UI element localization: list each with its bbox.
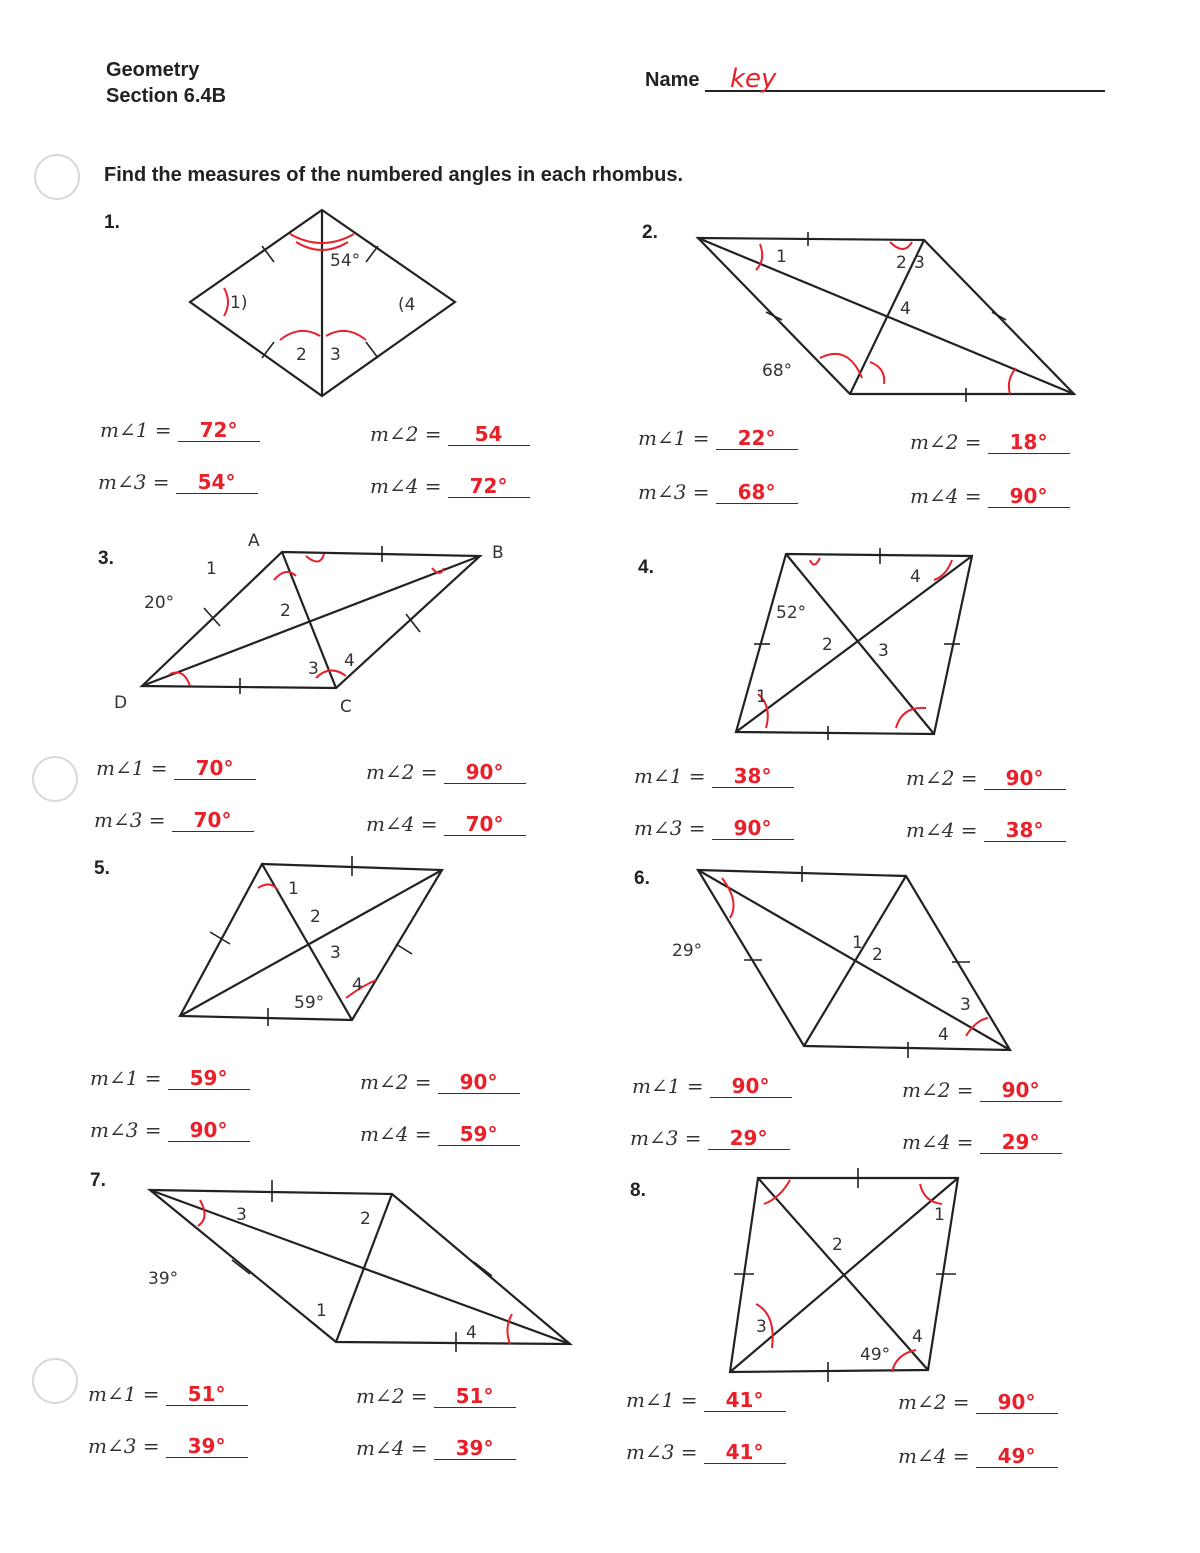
answer-input[interactable]: 59° (168, 1067, 250, 1090)
answer-p6-angle2: m∠2 = 90° (902, 1078, 1062, 1102)
answer-input[interactable]: 72° (178, 419, 260, 442)
svg-text:1: 1 (934, 1205, 945, 1225)
answer-p2-angle4: m∠4 = 90° (910, 484, 1070, 508)
rhombus-figure-4 (720, 540, 1000, 750)
answer-p1-angle4: m∠4 = 72° (370, 474, 530, 498)
instructions: Find the measures of the numbered angles in each rhombus. (104, 164, 684, 186)
rhombus-figure-7 (140, 1178, 580, 1358)
svg-text:2: 2 (822, 635, 833, 655)
given-angle-3: 20° (144, 593, 175, 613)
answer-input[interactable]: 29° (980, 1131, 1062, 1154)
name-value: key (730, 64, 777, 94)
svg-text:4: 4 (466, 1323, 477, 1343)
svg-text:2: 2 (310, 907, 321, 927)
answer-input[interactable]: 38° (984, 819, 1066, 842)
svg-text:3: 3 (308, 659, 319, 679)
answer-p1-angle2: m∠2 = 54 (370, 422, 530, 446)
svg-text:2: 2 (296, 345, 307, 365)
section-title: Section 6.4B (106, 85, 227, 107)
answer-input[interactable]: 70° (174, 757, 256, 780)
answer-p8-angle4: m∠4 = 49° (898, 1444, 1058, 1468)
answer-input[interactable]: 54° (176, 471, 258, 494)
answer-input[interactable]: 72° (448, 475, 530, 498)
answer-input[interactable]: 29° (708, 1127, 790, 1150)
answer-p6-angle1: m∠1 = 90° (632, 1074, 792, 1098)
problem-number-5: 5. (94, 858, 110, 879)
svg-text:D: D (114, 693, 128, 713)
svg-text:A: A (248, 531, 260, 551)
answer-p3-angle2: m∠2 = 90° (366, 760, 526, 784)
answer-p2-angle1: m∠1 = 22° (638, 426, 798, 450)
answer-input[interactable]: 51° (434, 1385, 516, 1408)
answer-p2-angle3: m∠3 = 68° (638, 480, 798, 504)
answer-p7-angle3: m∠3 = 39° (88, 1434, 248, 1458)
answer-p4-angle3: m∠3 = 90° (634, 816, 794, 840)
answer-input[interactable]: 90° (980, 1079, 1062, 1102)
answer-input[interactable]: 90° (984, 767, 1066, 790)
answer-input[interactable]: 54 (448, 423, 530, 446)
rhombus-figure-1 (180, 200, 470, 410)
svg-text:1: 1 (316, 1301, 327, 1321)
svg-text:1): 1) (230, 293, 248, 313)
answer-input[interactable]: 90° (168, 1119, 250, 1142)
answer-p4-angle1: m∠1 = 38° (634, 764, 794, 788)
svg-text:1: 1 (288, 879, 299, 899)
name-label: Name (645, 69, 700, 91)
rhombus-figure-2 (690, 228, 1090, 408)
svg-text:1: 1 (852, 933, 863, 953)
answer-input[interactable]: 22° (716, 427, 798, 450)
svg-text:3: 3 (236, 1205, 247, 1225)
svg-text:4: 4 (938, 1025, 949, 1045)
svg-text:2: 2 (896, 253, 907, 273)
svg-text:2: 2 (280, 601, 291, 621)
given-angle-4: 52° (776, 603, 807, 623)
binder-hole-middle (32, 756, 78, 802)
course-title: Geometry (106, 59, 200, 81)
answer-input[interactable]: 38° (712, 765, 794, 788)
svg-text:4: 4 (352, 975, 363, 995)
answer-input[interactable]: 41° (704, 1389, 786, 1412)
answer-p1-angle3: m∠3 = 54° (98, 470, 258, 494)
svg-text:1: 1 (206, 559, 217, 579)
svg-text:4: 4 (912, 1327, 923, 1347)
answer-p4-angle2: m∠2 = 90° (906, 766, 1066, 790)
answer-p8-angle3: m∠3 = 41° (626, 1440, 786, 1464)
svg-text:2: 2 (360, 1209, 371, 1229)
svg-text:B: B (492, 543, 504, 563)
answer-input[interactable]: 39° (434, 1437, 516, 1460)
answer-p7-angle2: m∠2 = 51° (356, 1384, 516, 1408)
problem-number-6: 6. (634, 868, 650, 889)
answer-input[interactable]: 90° (976, 1391, 1058, 1414)
svg-text:3: 3 (914, 253, 925, 273)
svg-text:1: 1 (776, 247, 787, 267)
answer-input[interactable]: 90° (988, 485, 1070, 508)
problem-number-2: 2. (642, 222, 658, 243)
given-angle-2: 68° (762, 361, 793, 381)
answer-input[interactable]: 51° (166, 1383, 248, 1406)
problem-number-4: 4. (638, 557, 654, 578)
answer-input[interactable]: 90° (710, 1075, 792, 1098)
answer-p4-angle4: m∠4 = 38° (906, 818, 1066, 842)
svg-text:2: 2 (872, 945, 883, 965)
answer-input[interactable]: 59° (438, 1123, 520, 1146)
svg-text:2: 2 (832, 1235, 843, 1255)
answer-input[interactable]: 18° (988, 431, 1070, 454)
answer-input[interactable]: 41° (704, 1441, 786, 1464)
answer-p6-angle3: m∠3 = 29° (630, 1126, 790, 1150)
answer-p3-angle1: m∠1 = 70° (96, 756, 256, 780)
given-angle-6: 29° (672, 941, 703, 961)
rhombus-figure-3 (100, 528, 530, 728)
binder-hole-bottom (32, 1358, 78, 1404)
given-angle-1: 54° (330, 251, 361, 271)
given-angle-5: 59° (294, 993, 325, 1013)
answer-p3-angle3: m∠3 = 70° (94, 808, 254, 832)
rhombus-figure-8 (720, 1164, 970, 1384)
svg-text:C: C (340, 697, 352, 717)
answer-p3-angle4: m∠4 = 70° (366, 812, 526, 836)
answer-p5-angle1: m∠1 = 59° (90, 1066, 250, 1090)
answer-input[interactable]: 70° (172, 809, 254, 832)
svg-text:3: 3 (960, 995, 971, 1015)
svg-text:3: 3 (756, 1317, 767, 1337)
answer-input[interactable]: 68° (716, 481, 798, 504)
svg-text:1: 1 (756, 687, 767, 707)
answer-p7-angle1: m∠1 = 51° (88, 1382, 248, 1406)
answer-p1-angle1: m∠1 = 72° (100, 418, 260, 442)
answer-p8-angle2: m∠2 = 90° (898, 1390, 1058, 1414)
answer-p5-angle2: m∠2 = 90° (360, 1070, 520, 1094)
svg-text:4: 4 (910, 567, 921, 587)
answer-input[interactable]: 90° (438, 1071, 520, 1094)
svg-text:4: 4 (900, 299, 911, 319)
answer-p6-angle4: m∠4 = 29° (902, 1130, 1062, 1154)
answer-p7-angle4: m∠4 = 39° (356, 1436, 516, 1460)
answer-p5-angle4: m∠4 = 59° (360, 1122, 520, 1146)
answer-p5-angle3: m∠3 = 90° (90, 1118, 250, 1142)
given-angle-8: 49° (860, 1345, 891, 1365)
svg-text:3: 3 (330, 345, 341, 365)
answer-input[interactable]: 90° (712, 817, 794, 840)
svg-text:3: 3 (330, 943, 341, 963)
answer-input[interactable]: 70° (444, 813, 526, 836)
answer-input[interactable]: 39° (166, 1435, 248, 1458)
answer-input[interactable]: 49° (976, 1445, 1058, 1468)
rhombus-figure-6 (672, 860, 1020, 1060)
problem-number-7: 7. (90, 1170, 106, 1191)
svg-text:4: 4 (344, 651, 355, 671)
given-angle-7: 39° (148, 1269, 179, 1289)
problem-number-3: 3. (98, 548, 114, 569)
svg-text:3: 3 (878, 641, 889, 661)
answer-p2-angle2: m∠2 = 18° (910, 430, 1070, 454)
rhombus-figure-5 (170, 850, 460, 1030)
binder-hole-top (34, 154, 80, 200)
svg-text:(4: (4 (398, 295, 416, 315)
problem-number-8: 8. (630, 1180, 646, 1201)
problem-number-1: 1. (104, 212, 120, 233)
answer-input[interactable]: 90° (444, 761, 526, 784)
answer-p8-angle1: m∠1 = 41° (626, 1388, 786, 1412)
